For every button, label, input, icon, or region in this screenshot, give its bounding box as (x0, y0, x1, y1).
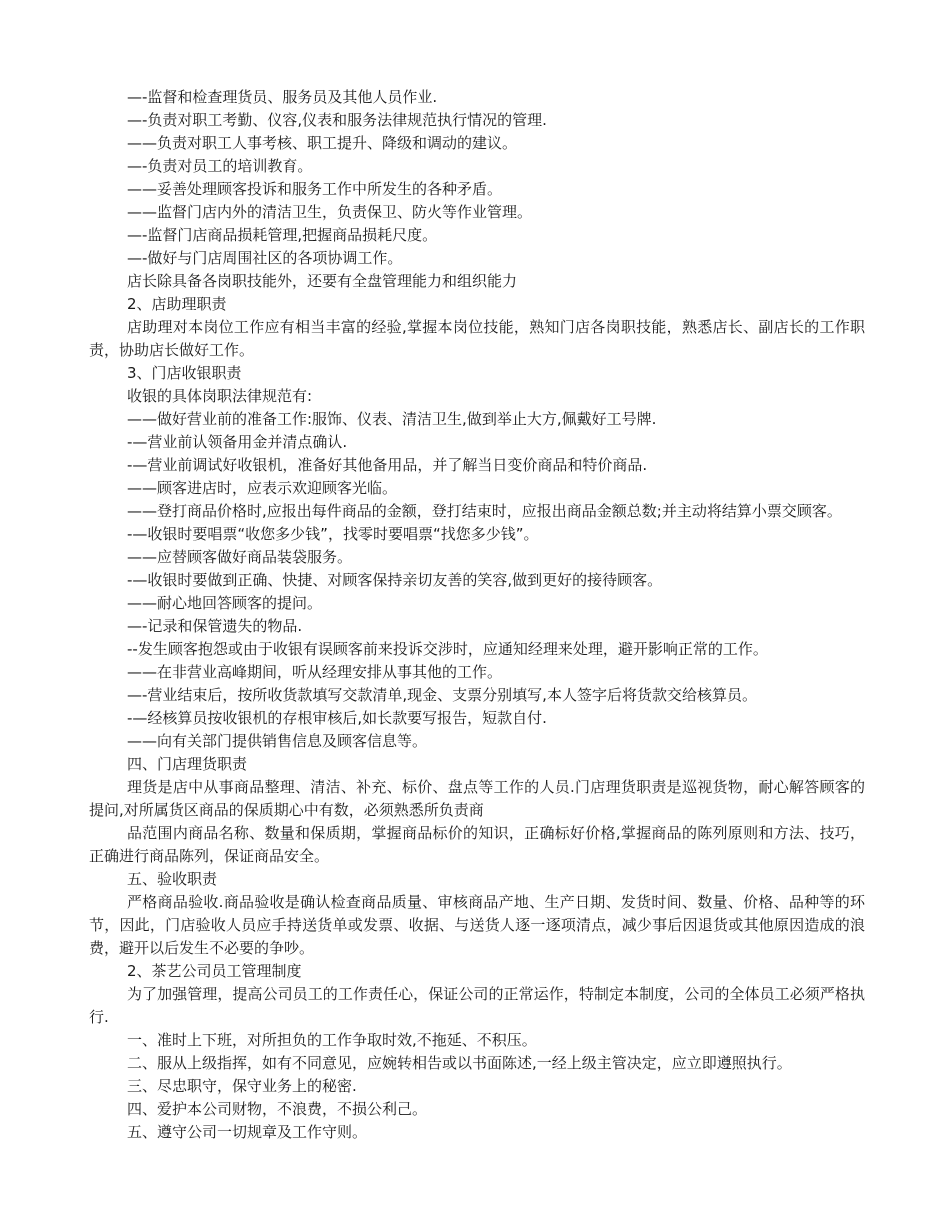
paragraph: —-监督门店商品损耗管理,把握商品损耗尺度。 (127, 226, 438, 244)
paragraph: ——应替顾客做好商品装袋服务。 (127, 548, 353, 566)
paragraph: ——向有关部门提供销售信息及顾客信息等。 (127, 732, 428, 750)
paragraph: -—营业前认领备用金并清点确认. (127, 433, 348, 451)
paragraph: 2、店助理职责 (127, 295, 227, 313)
paragraph: ——登打商品价格时,应报出每件商品的金额，登打结束时，应报出商品金额总数;并主动将结算小票交顾客。 (127, 502, 842, 520)
paragraph: 五、遵守公司一切规章及工作守则。 (127, 1123, 368, 1141)
paragraph: 收银的具体岗职法律规范有: (127, 387, 313, 405)
paragraph: 二、服从上级指挥，如有不同意见，应婉转相告或以书面陈述,一经上级主管决定，应立即遵照执行。 (127, 1054, 792, 1072)
paragraph: —-记录和保管遗失的物品. (127, 617, 303, 635)
paragraph: 为了加强管理，提高公司员工的工作责任心，保证公司的正常运作，特制定本制度，公司的全体员工必须严格执行. (89, 985, 865, 1026)
paragraph: ——负责对职工人事考核、职工提升、降级和调动的建议。 (127, 134, 518, 152)
paragraph: ——顾客进店时，应表示欢迎顾客光临。 (127, 479, 398, 497)
paragraph: -—收银时要做到正确、快捷、对顾客保持亲切友善的笑容,做到更好的接待顾客。 (127, 571, 663, 589)
document-body (89, 86, 865, 1144)
paragraph: 三、尽忠职守，保守业务上的秘密. (127, 1077, 357, 1095)
paragraph: 理货是店中从事商品整理、清洁、补充、标价、盘点等工作的人员.门店理货职责是巡视货物，耐心解答顾客的提问,对所属货区商品的保质期心中有数，必须熟悉所负责商 (89, 778, 865, 819)
paragraph: -—经核算员按收银机的存根审核后,如长款要写报告，短款自付. (127, 709, 547, 727)
paragraph: 一、准时上下班，对所担负的工作争取时效,不拖延、不积压。 (127, 1031, 537, 1049)
paragraph: ——做好营业前的准备工作:服饰、仪表、清洁卫生,做到举止大方,佩戴好工号牌. (127, 410, 657, 428)
paragraph: 店长除具备各岗职技能外，还要有全盘管理能力和组织能力 (127, 272, 518, 290)
paragraph: ——妥善处理顾客投诉和服务工作中所发生的各种矛盾。 (127, 180, 503, 198)
paragraph: —-负责对职工考勤、仪容,仪表和服务法律规范执行情况的管理. (127, 111, 547, 129)
paragraph: 2、茶艺公司员工管理制度 (127, 962, 302, 980)
paragraph: -—收银时要唱票“收您多少钱”，找零时要唱票“找您多少钱”。 (127, 525, 539, 543)
paragraph: 四、爱护本公司财物，不浪费，不损公利己。 (127, 1100, 428, 1118)
paragraph: -—营业前调试好收银机，准备好其他备用品，并了解当日变价商品和特价商品. (127, 456, 648, 474)
paragraph: --发生顾客抱怨或由于收银有误顾客前来投诉交涉时，应通知经理来处理，避开影响正常的工作。 (127, 640, 768, 658)
paragraph: 3、门店收银职责 (127, 364, 242, 382)
paragraph: 五、验收职责 (127, 870, 218, 888)
paragraph: 严格商品验收.商品验收是确认检查商品质量、审核商品产地、生产日期、发货时间、数量、价格、品种等的环节，因此，门店验收人员应手持送货单或发票、收据、与送货人逐一逐项清点，减少事后因退货或其他原因造成的浪费，避开以后发生不必要的争吵。 (89, 893, 865, 957)
paragraph: ——耐心地回答顾客的提问。 (127, 594, 323, 612)
paragraph: —-负责对员工的培训教育。 (127, 157, 313, 175)
paragraph: —-做好与门店周围社区的各项协调工作。 (127, 249, 403, 267)
paragraph: 四、门店理货职责 (127, 755, 248, 773)
paragraph: ——在非营业高峰期间，听从经理安排从事其他的工作。 (127, 663, 503, 681)
paragraph: ——监督门店内外的清洁卫生，负责保卫、防火等作业管理。 (127, 203, 533, 221)
paragraph: 店助理对本岗位工作应有相当丰富的经验,掌握本岗位技能，熟知门店各岗职技能，熟悉店长、副店长的工作职责，协助店长做好工作。 (89, 318, 865, 359)
paragraph: —-监督和检查理货员、服务员及其他人员作业. (127, 88, 438, 106)
paragraph: 品范围内商品名称、数量和保质期，掌握商品标价的知识，正确标好价格,掌握商品的陈列原则和方法、技巧，正确进行商品陈列，保证商品安全。 (89, 824, 865, 865)
paragraph: —-营业结束后，按所收货款填写交款清单,现金、支票分别填写,本人签字后将货款交给核算员。 (127, 686, 757, 704)
